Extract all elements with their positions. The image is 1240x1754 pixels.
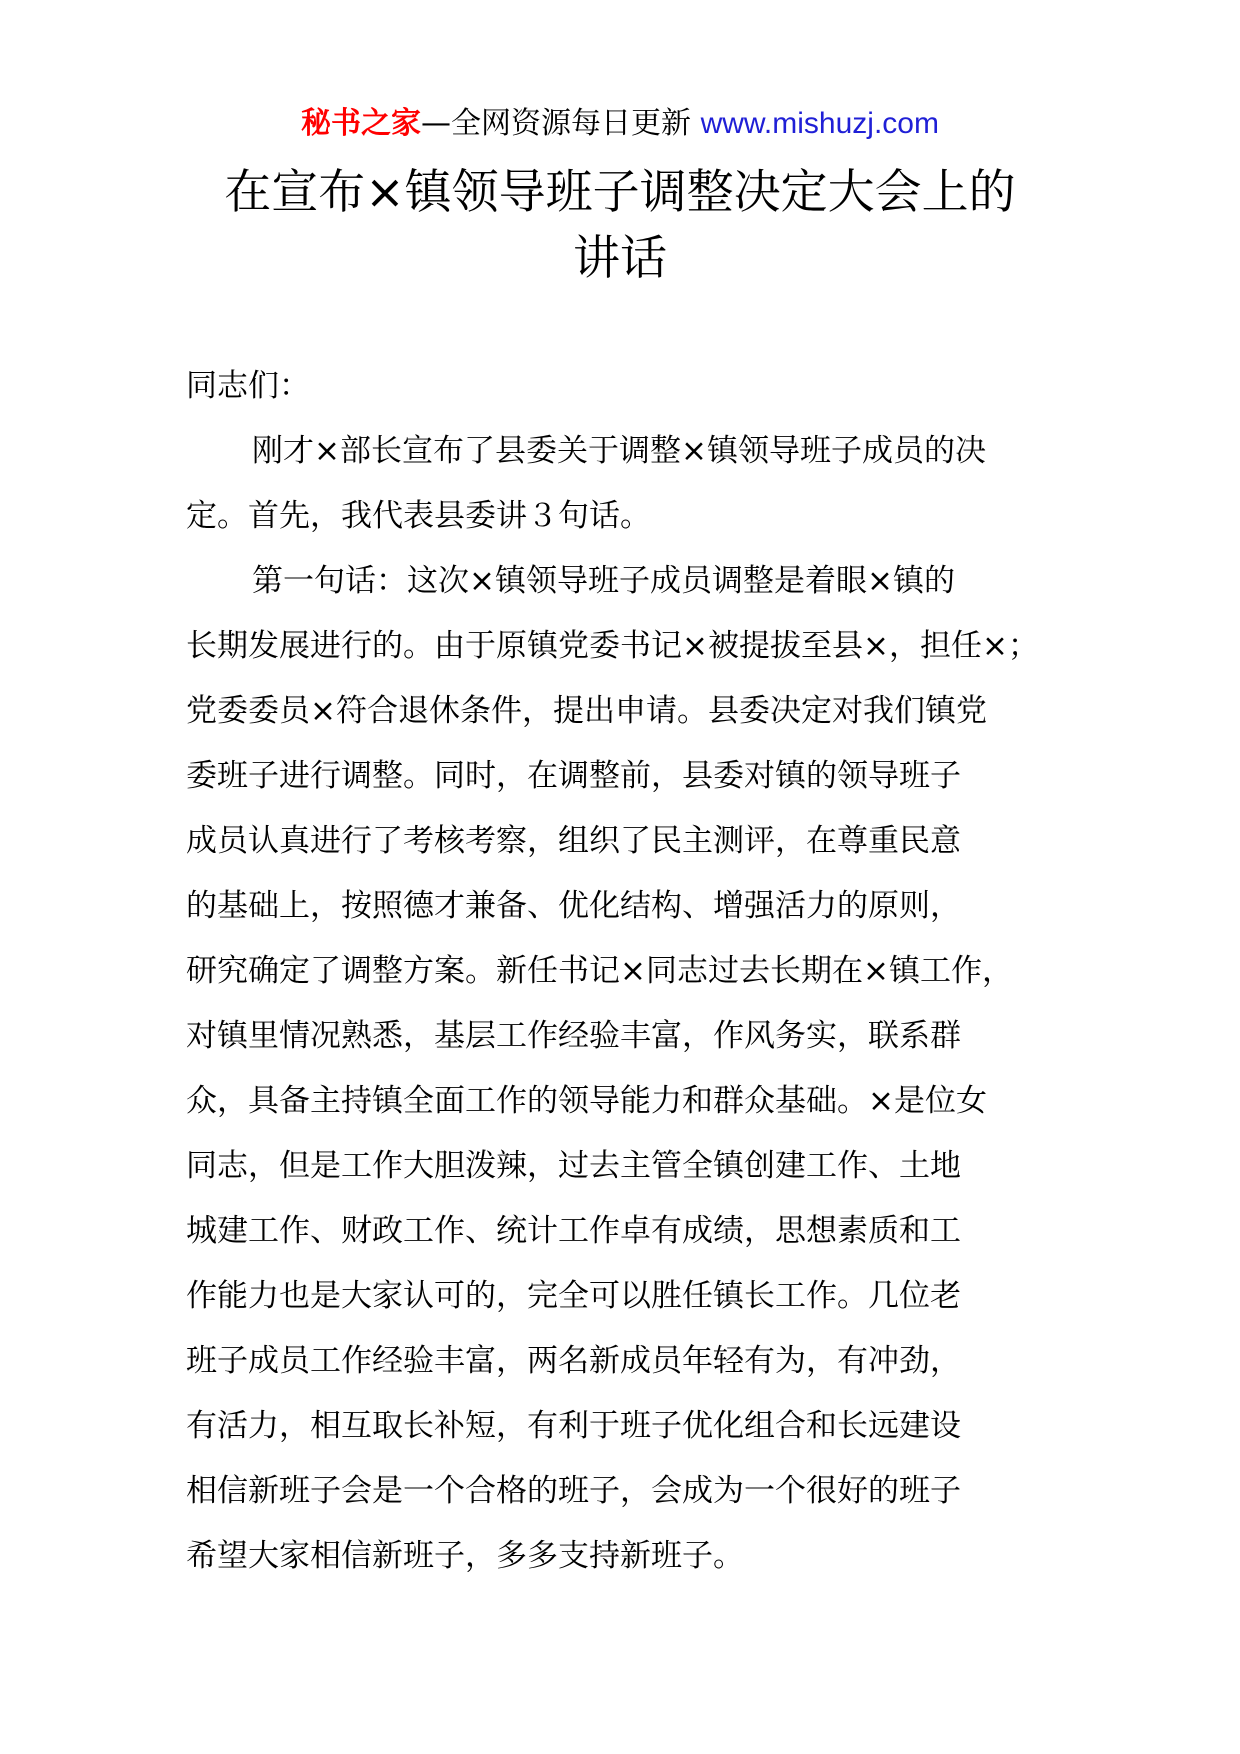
paragraph-line: 第一句话：这次×镇领导班子成员调整是着眼×镇的 (252, 563, 955, 599)
document-body (186, 354, 1086, 1589)
document-title-line-2: 讲话 (573, 231, 667, 286)
paragraph-line: 对镇里情况熟悉，基层工作经验丰富，作风务实，联系群 (186, 1018, 961, 1054)
paragraph-line: 相信新班子会是一个合格的班子，会成为一个很好的班子 (186, 1473, 961, 1509)
paragraph-line: 长期发展进行的。由于原镇党委书记×被提拔至县×，担任×； (186, 628, 1039, 664)
paragraphs (186, 419, 1086, 1589)
paragraph-line: 研究确定了调整方案。新任书记×同志过去长期在×镇工作， (186, 953, 1013, 989)
paragraph-line: 刚才×部长宣布了县委关于调整×镇领导班子成员的决 (252, 433, 986, 469)
paragraph-line: 众，具备主持镇全面工作的领导能力和群众基础。×是位女 (186, 1083, 987, 1119)
paragraph-line: 同志，但是工作大胆泼辣，过去主管全镇创建工作、土地 (186, 1148, 961, 1184)
banner-brand: 秘书之家 (301, 106, 422, 141)
paragraph (186, 549, 1086, 1589)
paragraph-line: 作能力也是大家认可的，完全可以胜任镇长工作。几位老 (186, 1278, 961, 1314)
paragraph-line: 定。首先，我代表县委讲３句话。 (186, 498, 651, 534)
paragraph-line: 希望大家相信新班子，多多支持新班子。 (186, 1538, 744, 1574)
document-title-line-1: 在宣布×镇领导班子调整决定大会上的 (224, 165, 1016, 220)
header-banner (0, 102, 1240, 146)
paragraph-line: 成员认真进行了考核考察，组织了民主测评，在尊重民意 (186, 823, 961, 859)
paragraph-line: 党委委员×符合退休条件，提出申请。县委决定对我们镇党 (186, 693, 987, 729)
banner-tagline: —全网资源每日更新 (421, 106, 701, 141)
banner-url-link[interactable]: www.mishuzj.com (700, 107, 939, 140)
paragraph-line: 有活力，相互取长补短，有利于班子优化组合和长远建设 (186, 1408, 961, 1444)
paragraph-line: 班子成员工作经验丰富，两名新成员年轻有为，有冲劲， (186, 1343, 961, 1379)
paragraph-line: 城建工作、财政工作、统计工作卓有成绩，思想素质和工 (186, 1213, 961, 1249)
paragraph-line: 委班子进行调整。同时，在调整前，县委对镇的领导班子 (186, 758, 961, 794)
salutation: 同志们： (186, 368, 310, 404)
paragraph (186, 419, 1086, 549)
document-title (200, 160, 1040, 292)
paragraph-line: 的基础上，按照德才兼备、优化结构、增强活力的原则， (186, 888, 961, 924)
